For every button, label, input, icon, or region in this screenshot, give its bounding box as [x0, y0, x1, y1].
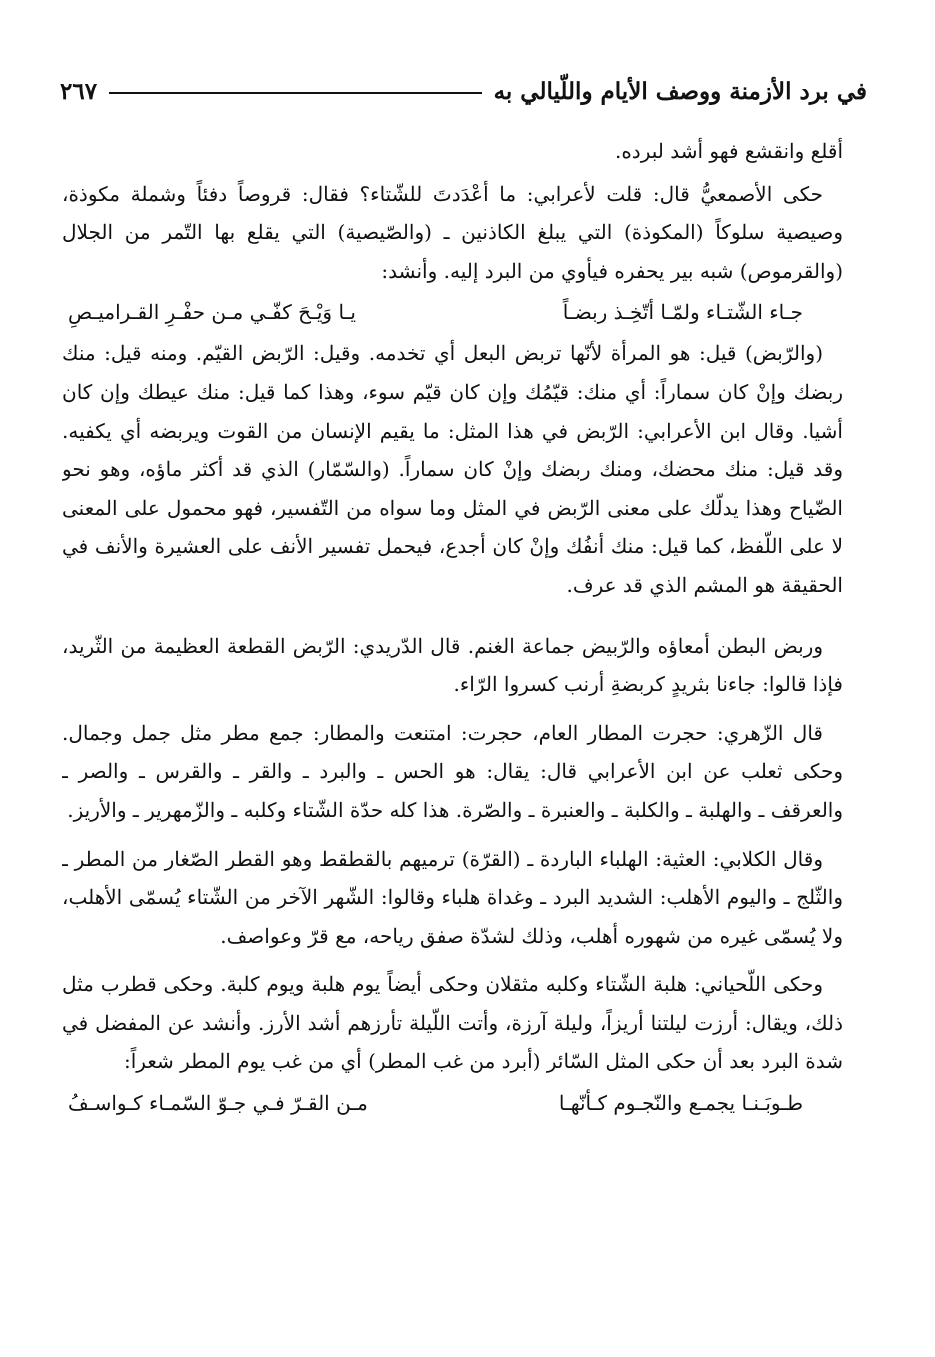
running-header: [60, 70, 867, 112]
paragraph-lihyani: وحكى اللّحياني: هلبة الشّتاء وكلبه مثقلان وحكى أيضاً يوم هلبة ويوم كلبة. وحكى قطرب مثل ذلك، ويقال: أرزت ليلتنا أريزاً، وليلة آرزة، وأتت اللّيلة تأرزهم أشد الأرز. وأنشد عن المفضل في شدة البرد بعد أن حكى المثل السّائر (أبرد من غب المطر) أي من غب يوم المطر شعراً:: [62, 972, 843, 1074]
verse-first-hemistich: جـاء الشّتـاء ولمّـا أتّخِـذ ربضـاً: [562, 300, 803, 325]
verse-second-hemistich: مـن القـرّ فـي جـوّ السّمـاء كـواسـفُ: [68, 1091, 368, 1116]
paragraph-continuation: أقلع وانقشع فهو أشد لبرده.: [614, 139, 843, 163]
header-rule: [109, 92, 482, 94]
paragraph-zuhri: قال الزّهري: حجرت المطار العام، حجرت: امتنعت والمطار: جمع مطر مثل جمل وجمال. وحكى ثعلب عن ابن الأعرابي قال: يقال: هو الحس ـ والبرد ـ والقر ـ والقرس ـ والصر ـ والعرقف ـ والهلبة ـ والكلبة ـ والعنبرة ـ والصّرة. هذا كله حدّة الشّتاء وكلبه ـ والزّمهرير ـ والأريز.: [62, 720, 843, 822]
paragraph-kilabi: وقال الكلابي: العثية: الهلباء الباردة ـ (القرّة) ترميهم بالقطقط وهو القطر الصّغار من المطر ـ والثّلج ـ واليوم الأهلب: الشديد البرد ـ وغداة هلباء وقالوا: الشّهر الآخر من الشّتاء يُسمّى الأهلب، ولا يُسمّى غيره من شهوره أهلب، وذلك لشدّة صفق رياحه، مع قرّ وعواصف.: [62, 846, 843, 948]
paragraph-rabd: (والرّبض) قيل: هو المرأة لأنّها تربض البعل أي تخدمه. وقيل: الرّبض القيّم. ومنه قيل: منك ربضك وإنْ كان سماراً: أي منك: قيّمُك وإن كان قيّم سوء، وهذا كما قيل: منك عيطك وإن كان أشيا. وقال ابن الأعرابي: الرّبض في هذا المثل: ما يقيم الإنسان من القوت ويربضه أي يكفيه. وقد قيل: منك محضك، ومنك ربضك وإنْ كان سماراً. (والسّمّار) الذي قد أكثر ماؤه، وهو نحو الضّياح وهذا يدلّك على معنى الرّبض في المثل وما سواه من التّفسير، فهو محمول على المعنى لا على اللّفظ، كما قيل: منك أنفُك وإنْ كان أجدع، فيحمل تفسير الأنف على العشيرة والأنف في الحقيقة هو المشم الذي قد عرف.: [62, 341, 843, 597]
verse-line: [62, 1083, 843, 1123]
page-number: ٢٦٧: [60, 77, 98, 105]
paragraph-asmai: حكى الأصمعيُّ قال: قلت لأعرابي: ما أعْدَدتَ للشّتاء؟ فقال: قروصاً دفئاً وشملة مكوذة، وصيصية سلوكاً (المكوذة) التي يبلغ الكاذنين ـ (والصّيصية) التي يقلع بها التّمر من الجلال (والقرموص) شبه بير يحفره فيأوي من البرد إليه. وأنشد:: [62, 181, 843, 283]
page-body: [62, 132, 843, 1317]
running-header-title: في برد الأزمنة ووصف الأيام واللّيالي به: [493, 77, 867, 105]
verse-line: [62, 292, 843, 332]
verse-second-hemistich: يـا وَيْـحَ كفّـي مـن حفْـرِ القـراميـصِ: [68, 300, 356, 325]
verse-first-hemistich: طـوبَـنـا يجمـع والنّجـوم كـأنّهـا: [558, 1091, 803, 1116]
paragraph-rabd-batn: وربض البطن أمعاؤه والرّبيض جماعة الغنم. قال الدّريدي: الرّبض القطعة العظيمة من الثّريد، فإذا قالوا: جاءنا بثريدٍ كربضةِ أرنب كسروا الرّاء.: [62, 633, 843, 697]
